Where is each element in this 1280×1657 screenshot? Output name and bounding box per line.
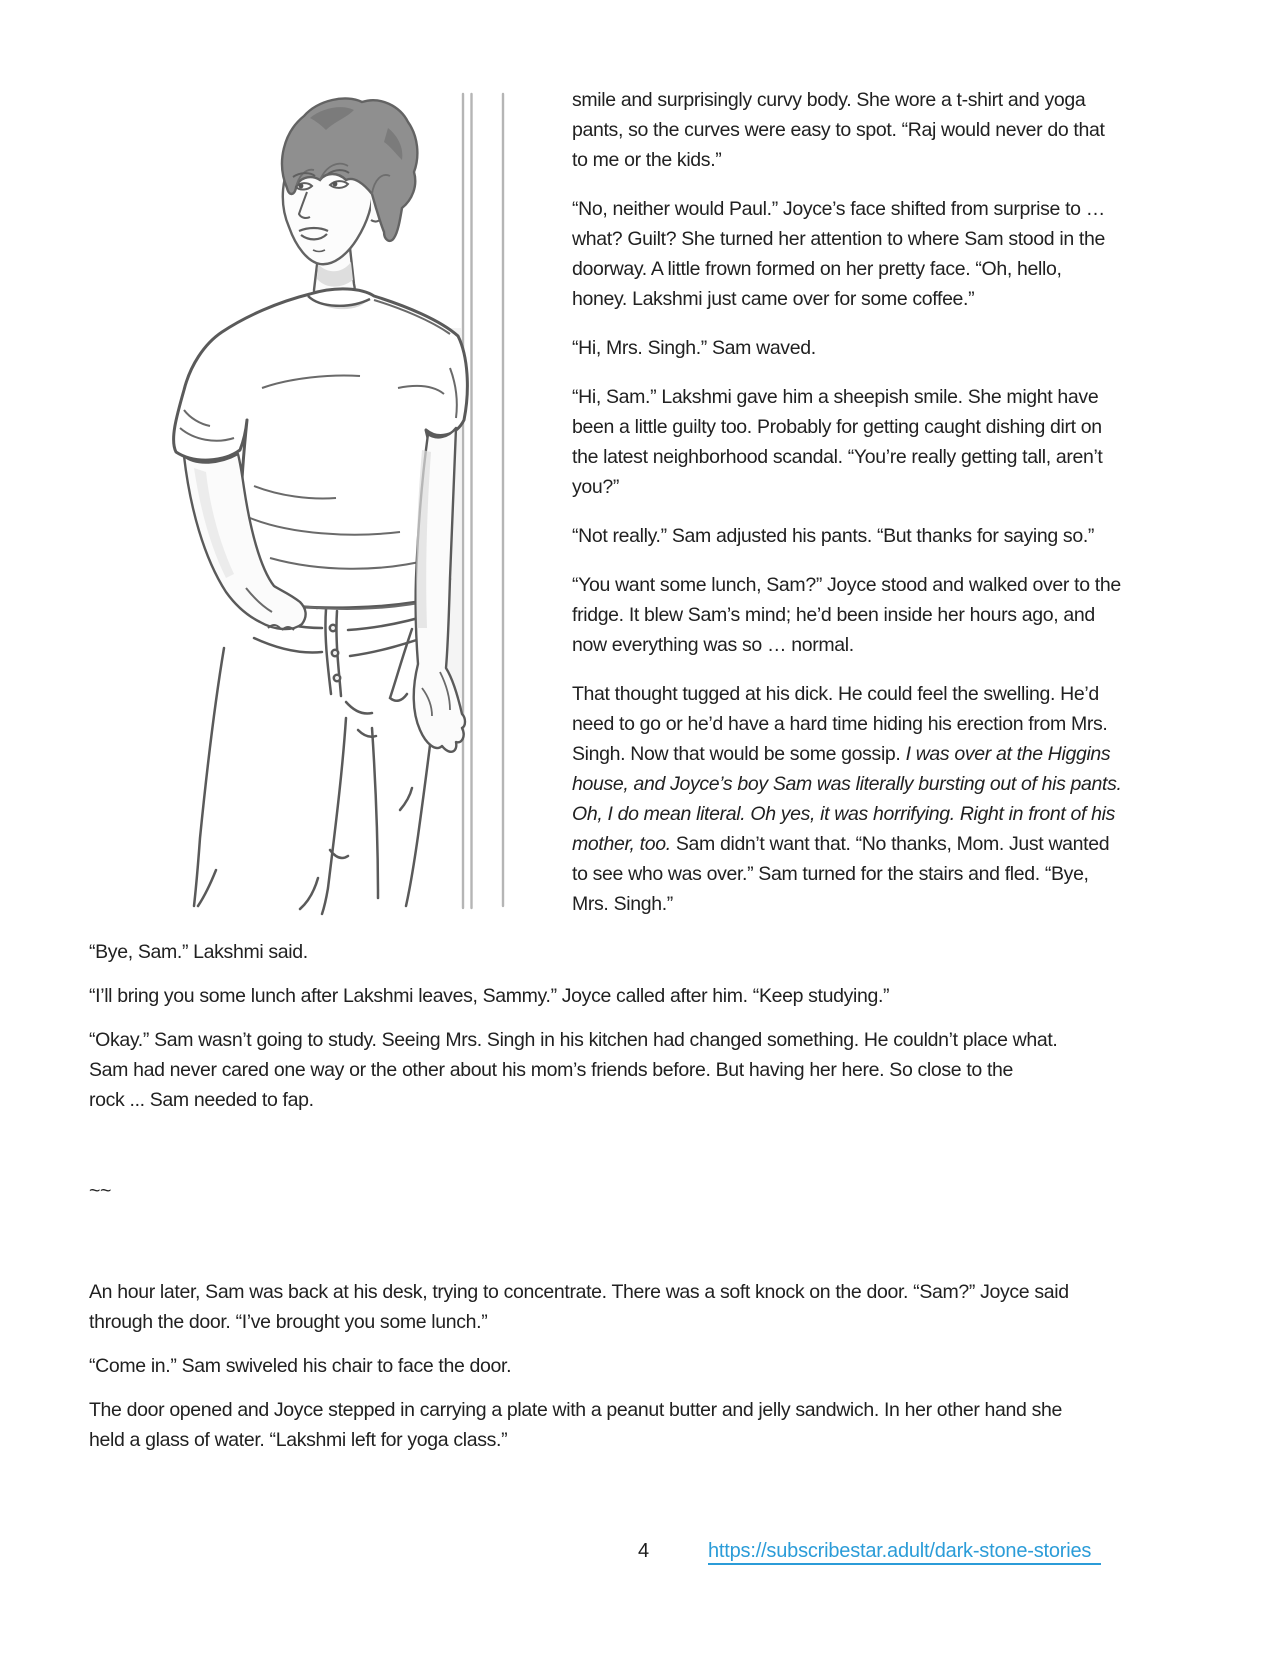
page-footer — [0, 1538, 1280, 1572]
paragraph — [572, 382, 1176, 502]
text-line: “No, neither would Paul.” Joyce’s face shifted from surprise to … — [572, 198, 1105, 220]
text-line: need to go or he’d have a hard time hiding his erection from Mrs. — [572, 713, 1108, 735]
text-line: “Come in.” Sam swiveled his chair to face the door. — [89, 1355, 512, 1377]
text-line: “You want some lunch, Sam?” Joyce stood and walked over to the — [572, 574, 1121, 596]
text-line: Oh, I do mean literal. Oh yes, it was horrifying. Right in front of his — [572, 803, 1116, 825]
text-line: doorway. A little frown formed on her pretty face. “Oh, hello, — [572, 258, 1062, 280]
text-line: to me or the kids.” — [572, 149, 722, 171]
text-line: to see who was over.” Sam turned for the stairs and fled. “Bye, — [572, 863, 1089, 885]
text-line: mother, too. Sam didn’t want that. “No thanks, Mom. Just wanted — [572, 833, 1110, 855]
text-line: through the door. “I’ve brought you some lunch.” — [89, 1311, 488, 1333]
text-line: “Hi, Sam.” Lakshmi gave him a sheepish smile. She might have — [572, 386, 1099, 408]
text-line: The door opened and Joyce stepped in carrying a plate with a peanut butter and jelly sandwich. In her other hand she — [89, 1399, 1062, 1421]
text-line: “Not really.” Sam adjusted his pants. “But thanks for saying so.” — [572, 525, 1095, 547]
text-line: Sam had never cared one way or the other about his mom’s friends before. But having her here. So close to the — [89, 1059, 1014, 1081]
paragraph — [89, 1025, 1194, 1115]
text-line: pants, so the curves were easy to spot. “Raj would never do that — [572, 119, 1105, 141]
paragraph — [89, 1351, 1194, 1381]
paragraph — [572, 679, 1176, 919]
text-line: “Hi, Mrs. Singh.” Sam waved. — [572, 337, 816, 359]
text-line: you?” — [572, 476, 620, 498]
paragraph — [572, 521, 1176, 551]
paragraph — [89, 1277, 1194, 1337]
page-number: 4 — [638, 1540, 650, 1562]
text-line: That thought tugged at his dick. He could feel the swelling. He’d — [572, 683, 1099, 705]
line-art-man-leaning-on-wall — [150, 88, 520, 923]
right-text-column — [572, 85, 1176, 938]
text-line: what? Guilt? She turned her attention to where Sam stood in the — [572, 228, 1105, 250]
paragraph — [572, 85, 1176, 175]
text-line: “I’ll bring you some lunch after Lakshmi leaves, Sammy.” Joyce called after him. “Keep studying.” — [89, 985, 890, 1007]
wall-edge-lines — [463, 94, 503, 908]
text-line: house, and Joyce’s boy Sam was literally bursting out of his pants. — [572, 773, 1122, 795]
text-line: “Okay.” Sam wasn’t going to study. Seeing Mrs. Singh in his kitchen had changed something. He couldn’t place what. — [89, 1029, 1058, 1051]
text-line: honey. Lakshmi just came over for some coffee.” — [572, 288, 975, 310]
jeans — [194, 579, 450, 914]
full-width-text-block-2 — [89, 1277, 1194, 1469]
text-line: rock ... Sam needed to fap. — [89, 1089, 314, 1111]
paragraph — [89, 1395, 1194, 1455]
subscribestar-link[interactable]: https://subscribestar.adult/dark-stone-stories — [708, 1540, 1101, 1565]
text-line: “Bye, Sam.” Lakshmi said. — [89, 941, 308, 963]
text-line: fridge. It blew Sam’s mind; he’d been inside her hours ago, and — [572, 604, 1095, 626]
text-line: held a glass of water. “Lakshmi left for yoga class.” — [89, 1429, 508, 1451]
paragraph — [572, 194, 1176, 314]
paragraph — [89, 937, 1194, 967]
text-line: Singh. Now that would be some gossip. I was over at the Higgins — [572, 743, 1111, 765]
text-line: An hour later, Sam was back at his desk, trying to concentrate. There was a soft knock on the door. “Sam?” Joyce said — [89, 1281, 1069, 1303]
scene-separator: ~~ — [89, 1180, 112, 1202]
story-illustration — [150, 88, 520, 923]
text-line: been a little guilty too. Probably for getting caught dishing dirt on — [572, 416, 1102, 438]
text-line: smile and surprisingly curvy body. She wore a t-shirt and yoga — [572, 89, 1086, 111]
full-width-text-block-1 — [89, 937, 1194, 1129]
paragraph — [572, 333, 1176, 363]
paragraph — [572, 570, 1176, 660]
text-line: the latest neighborhood scandal. “You’re really getting tall, aren’t — [572, 446, 1103, 468]
text-line: Mrs. Singh.” — [572, 893, 673, 915]
text-line: now everything was so … normal. — [572, 634, 854, 656]
paragraph — [89, 981, 1194, 1011]
